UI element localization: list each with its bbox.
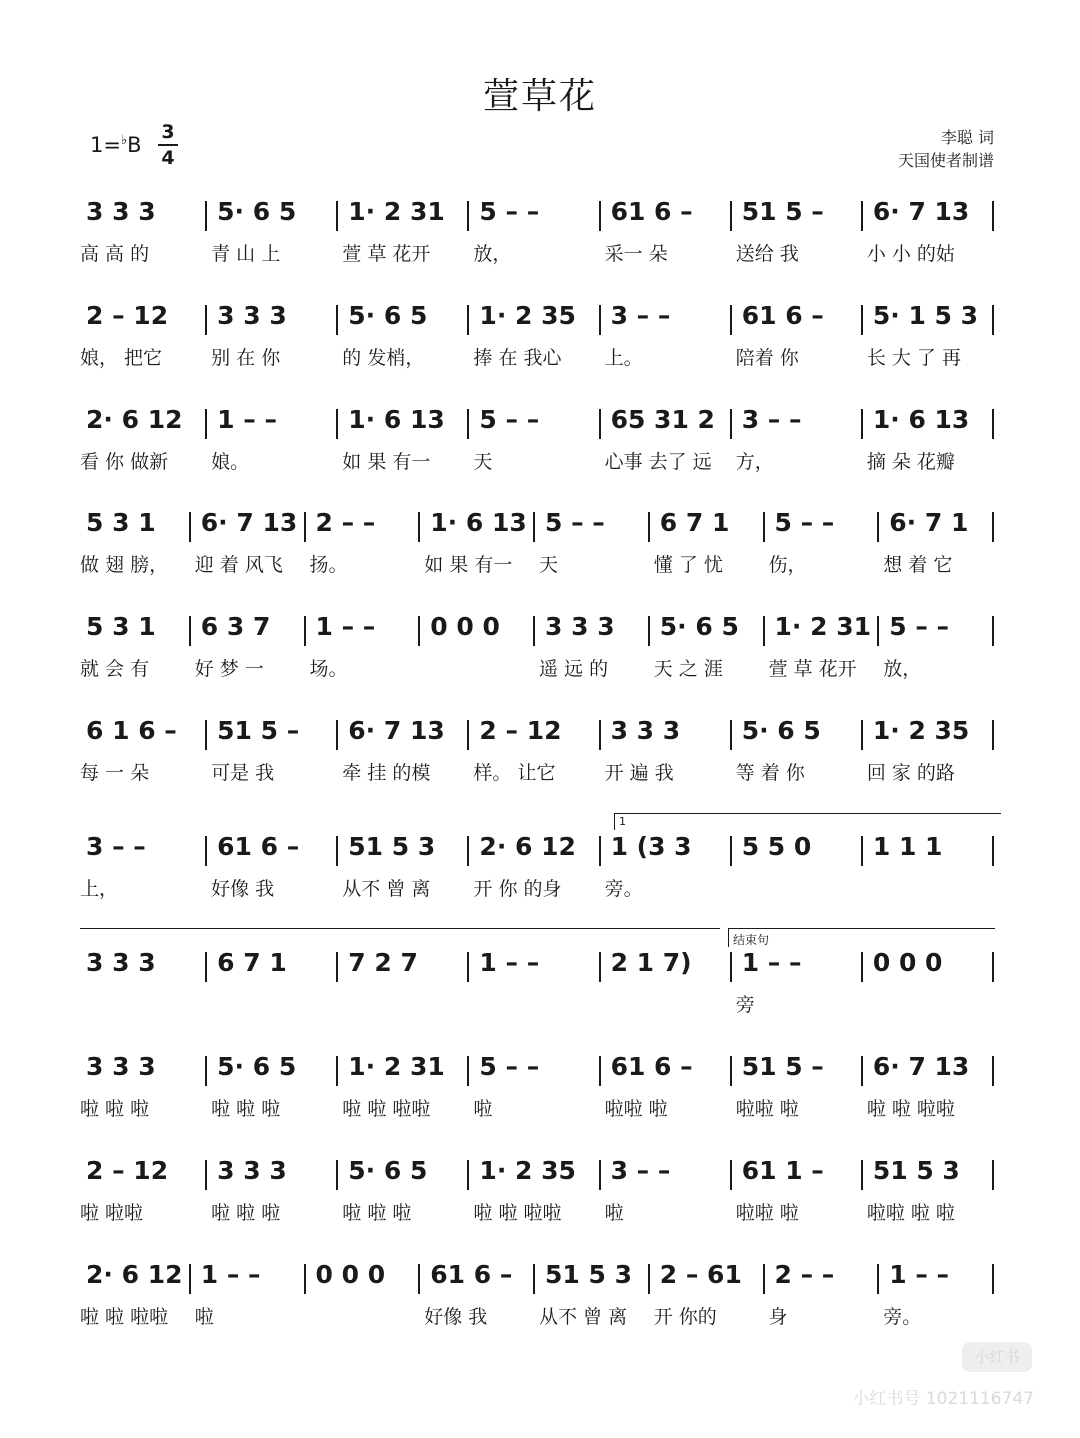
barline bbox=[418, 512, 420, 542]
measure-lyrics: 啦啦 啦 bbox=[604, 1098, 668, 1120]
measure-notes: 2 1 7) bbox=[610, 948, 692, 977]
measure-notes: 1 – – bbox=[200, 1260, 261, 1289]
measure-lyrics: 高 高 的 bbox=[80, 243, 150, 265]
barline bbox=[189, 616, 191, 646]
measure-notes: 6 7 1 bbox=[659, 508, 730, 537]
measure-notes: 1· 2 35 bbox=[479, 301, 576, 330]
volta-number: 1 bbox=[619, 815, 626, 828]
barline bbox=[205, 720, 207, 750]
measure-lyrics: 啦啦 啦 bbox=[735, 1098, 799, 1120]
measure-lyrics: 摘 朵 花瓣 bbox=[866, 451, 955, 473]
measure-notes: 1 – – bbox=[479, 948, 540, 977]
measure-notes: 5 – – bbox=[479, 197, 540, 226]
measure-notes: 5 – – bbox=[479, 405, 540, 434]
barline bbox=[599, 1160, 601, 1190]
barline bbox=[304, 616, 306, 646]
barline bbox=[861, 305, 863, 335]
barline bbox=[861, 1160, 863, 1190]
measure-notes: 0 0 0 bbox=[430, 612, 500, 641]
measure-notes: 3 3 3 bbox=[86, 1052, 156, 1081]
measure-notes: 6· 7 13 bbox=[872, 197, 970, 226]
measure-lyrics: 啦啦 啦 bbox=[735, 1202, 799, 1224]
measure-notes: 2 – 12 bbox=[479, 716, 562, 745]
barline bbox=[992, 1264, 994, 1294]
first-ending-bracket bbox=[614, 813, 1001, 830]
barline bbox=[599, 1056, 601, 1086]
measure-notes: 51 5 – bbox=[741, 1052, 824, 1081]
repeat-bracket-line bbox=[80, 928, 720, 929]
barline bbox=[467, 1160, 469, 1190]
measure-notes: 51 5 3 bbox=[348, 832, 436, 861]
measure-notes: 61 6 – bbox=[430, 1260, 513, 1289]
measure-lyrics: 每 一 朵 bbox=[80, 762, 150, 784]
measure-notes: 61 6 – bbox=[741, 301, 824, 330]
measure-notes: 2· 6 12 bbox=[479, 832, 576, 861]
notation-line bbox=[82, 405, 1000, 449]
measure-notes: 1 1 1 bbox=[872, 832, 943, 861]
measure-notes: 51 5 – bbox=[217, 716, 300, 745]
measure-lyrics: 开 遍 我 bbox=[604, 762, 674, 784]
notation-line bbox=[82, 197, 1000, 241]
notation-line bbox=[82, 1260, 1000, 1304]
notation-line bbox=[82, 1052, 1000, 1096]
barline bbox=[189, 512, 191, 542]
lyric-line bbox=[80, 758, 998, 784]
time-signature bbox=[158, 121, 178, 169]
measure-lyrics: 开 你 的身 bbox=[473, 878, 562, 900]
barline bbox=[730, 305, 732, 335]
measure-notes: 2 – 61 bbox=[659, 1260, 742, 1289]
measure-notes: 1 – – bbox=[315, 612, 376, 641]
measure-lyrics: 样。 让它 bbox=[473, 762, 556, 784]
measure-notes: 1· 2 31 bbox=[774, 612, 871, 641]
measure-notes: 65 31 2 bbox=[610, 405, 715, 434]
measure-lyrics: 啦 啦 啦 bbox=[211, 1098, 281, 1120]
measure-notes: 5· 6 5 bbox=[348, 1156, 428, 1185]
barline bbox=[992, 512, 994, 542]
measure-lyrics: 从不 曾 离 bbox=[342, 878, 431, 900]
measure-lyrics: 陪着 你 bbox=[735, 347, 799, 369]
measure-lyrics: 娘。 bbox=[211, 451, 250, 473]
measure-lyrics: 啦 啦 啦 bbox=[211, 1202, 281, 1224]
barline bbox=[992, 952, 994, 982]
measure-lyrics: 啦 啦 啦 bbox=[342, 1202, 412, 1224]
measure-lyrics: 啦 啦啦 bbox=[80, 1202, 144, 1224]
measure-lyrics: 如 果 有一 bbox=[342, 451, 431, 473]
measure-notes: 5 – – bbox=[774, 508, 835, 537]
measure-notes: 1· 2 31 bbox=[348, 197, 445, 226]
barline bbox=[336, 720, 338, 750]
measure-lyrics: 看 你 做新 bbox=[80, 451, 169, 473]
measure-notes: 5 – – bbox=[545, 508, 605, 537]
barline bbox=[533, 616, 535, 646]
barline bbox=[763, 616, 765, 646]
measure-notes: 1· 6 13 bbox=[348, 405, 445, 434]
measure-lyrics: 啦啦 啦 啦 bbox=[866, 1202, 955, 1224]
meter-top: 3 bbox=[161, 121, 175, 143]
barline bbox=[730, 836, 732, 866]
barline bbox=[861, 836, 863, 866]
measure-notes: 61 6 – bbox=[217, 832, 300, 861]
measure-lyrics: 伤， bbox=[768, 554, 807, 576]
ending-bracket bbox=[728, 928, 995, 947]
measure-notes: 5· 6 5 bbox=[659, 612, 739, 641]
measure-notes: 5· 6 5 bbox=[741, 716, 821, 745]
measure-lyrics: 身 bbox=[768, 1306, 788, 1328]
barline bbox=[533, 512, 535, 542]
barline bbox=[992, 201, 994, 231]
measure-lyrics: 旁 bbox=[735, 994, 755, 1016]
barline bbox=[730, 720, 732, 750]
measure-lyrics: 青 山 上 bbox=[211, 243, 281, 265]
barline bbox=[418, 616, 420, 646]
lyric-line bbox=[80, 1198, 998, 1224]
measure-notes: 51 5 3 bbox=[872, 1156, 960, 1185]
key-signature bbox=[90, 133, 142, 157]
barline bbox=[467, 201, 469, 231]
song-title: 萱草花 bbox=[482, 76, 597, 117]
measure-notes: 3 3 3 bbox=[545, 612, 615, 641]
measure-lyrics: 上。 bbox=[604, 347, 643, 369]
measure-notes: 3 3 3 bbox=[217, 1156, 287, 1185]
measure-lyrics: 啦 啦 啦啦 bbox=[473, 1202, 562, 1224]
measure-notes: 5· 6 5 bbox=[217, 1052, 297, 1081]
lyric-line bbox=[80, 874, 998, 900]
measure-notes: 1· 2 31 bbox=[348, 1052, 445, 1081]
barline bbox=[533, 1264, 535, 1294]
measure-notes: 6 7 1 bbox=[217, 948, 287, 977]
notation-line bbox=[82, 508, 1000, 552]
measure-lyrics: 放， bbox=[883, 658, 922, 680]
measure-notes: 6 1 6 – bbox=[86, 716, 177, 745]
measure-notes: 2 – – bbox=[774, 1260, 835, 1289]
measure-notes: 7 2 7 bbox=[348, 948, 418, 977]
watermark-logo: 小红书 bbox=[962, 1342, 1032, 1372]
barline bbox=[205, 201, 207, 231]
measure-notes: 3 3 3 bbox=[217, 301, 287, 330]
barline bbox=[730, 1160, 732, 1190]
barline bbox=[992, 1160, 994, 1190]
measure-notes: 61 6 – bbox=[610, 197, 693, 226]
measure-notes: 6· 7 1 bbox=[889, 508, 969, 537]
measure-lyrics: 好 梦 一 bbox=[194, 658, 264, 680]
notation-line bbox=[82, 1156, 1000, 1200]
barline bbox=[205, 952, 207, 982]
measure-lyrics: 娘， 把它 bbox=[80, 347, 163, 369]
measure-lyrics: 开 你的 bbox=[653, 1306, 717, 1328]
measure-lyrics: 想 着 它 bbox=[883, 554, 953, 576]
barline bbox=[467, 836, 469, 866]
measure-lyrics: 上， bbox=[80, 878, 119, 900]
barline bbox=[205, 305, 207, 335]
notation-line bbox=[82, 716, 1000, 760]
barline bbox=[336, 836, 338, 866]
barline bbox=[189, 1264, 191, 1294]
measure-lyrics: 的 发梢， bbox=[342, 347, 425, 369]
barline bbox=[648, 1264, 650, 1294]
measure-lyrics: 送给 我 bbox=[735, 243, 799, 265]
measure-notes: 2· 6 12 bbox=[86, 405, 183, 434]
measure-notes: 51 5 – bbox=[741, 197, 824, 226]
lyric-line bbox=[80, 343, 998, 369]
measure-lyrics: 旁。 bbox=[604, 878, 643, 900]
notation-line bbox=[82, 301, 1000, 345]
measure-lyrics: 啦 啦 啦啦 bbox=[80, 1306, 169, 1328]
lyric-line bbox=[80, 1094, 998, 1120]
measure-lyrics: 啦 bbox=[604, 1202, 624, 1224]
barline bbox=[730, 201, 732, 231]
barline bbox=[992, 305, 994, 335]
measure-notes: 1· 6 13 bbox=[430, 508, 527, 537]
measure-lyrics: 捧 在 我心 bbox=[473, 347, 562, 369]
lyric-line bbox=[80, 447, 998, 473]
arranger-credit: 天国使者制谱 bbox=[897, 151, 994, 170]
barline bbox=[877, 616, 879, 646]
notation-line bbox=[82, 948, 1000, 992]
measure-notes: 0 0 0 bbox=[315, 1260, 386, 1289]
notation-line bbox=[82, 612, 1000, 656]
barline bbox=[304, 1264, 306, 1294]
measure-lyrics: 等 着 你 bbox=[735, 762, 805, 784]
lyric-line bbox=[80, 1302, 998, 1328]
lyric-line bbox=[80, 550, 998, 576]
measure-notes: 3 3 3 bbox=[610, 716, 681, 745]
notation-line bbox=[82, 832, 1000, 876]
measure-lyrics: 采一 朵 bbox=[604, 243, 668, 265]
measure-notes: 61 6 – bbox=[610, 1052, 693, 1081]
measure-notes: 1 (3 3 bbox=[610, 832, 692, 861]
barline bbox=[730, 952, 732, 982]
barline bbox=[877, 1264, 879, 1294]
barline bbox=[992, 836, 994, 866]
barline bbox=[599, 720, 601, 750]
ending-label: 结束句 bbox=[733, 933, 770, 947]
measure-notes: 3 – – bbox=[610, 1156, 671, 1185]
barline bbox=[599, 836, 601, 866]
key-prefix: 1= bbox=[90, 133, 121, 157]
barline bbox=[992, 1056, 994, 1086]
measure-lyrics: 扬。 bbox=[309, 554, 348, 576]
barline bbox=[861, 201, 863, 231]
barline bbox=[861, 409, 863, 439]
barline bbox=[467, 409, 469, 439]
barline bbox=[992, 616, 994, 646]
measure-lyrics: 别 在 你 bbox=[211, 347, 281, 369]
measure-lyrics: 懂 了 忧 bbox=[653, 554, 723, 576]
measure-notes: 1· 6 13 bbox=[872, 405, 970, 434]
measure-notes: 2 – 12 bbox=[86, 1156, 169, 1185]
barline bbox=[336, 409, 338, 439]
measure-lyrics: 从不 曾 离 bbox=[539, 1306, 628, 1328]
measure-notes: 2 – – bbox=[315, 508, 376, 537]
barline bbox=[205, 409, 207, 439]
barline bbox=[599, 952, 601, 982]
measure-lyrics: 回 家 的路 bbox=[866, 762, 955, 784]
measure-lyrics: 心事 去了 远 bbox=[604, 451, 712, 473]
barline bbox=[992, 409, 994, 439]
barline bbox=[205, 1160, 207, 1190]
barline bbox=[861, 1056, 863, 1086]
measure-lyrics: 天 bbox=[539, 554, 559, 576]
measure-lyrics: 如 果 有一 bbox=[424, 554, 513, 576]
measure-notes: 1 – – bbox=[889, 1260, 950, 1289]
measure-notes: 5 – – bbox=[479, 1052, 540, 1081]
measure-lyrics: 萱 草 花开 bbox=[342, 243, 431, 265]
measure-notes: 1 – – bbox=[741, 948, 802, 977]
barline bbox=[877, 512, 879, 542]
credits bbox=[898, 126, 994, 172]
barline bbox=[599, 409, 601, 439]
barline bbox=[599, 305, 601, 335]
measure-lyrics: 好像 我 bbox=[211, 878, 275, 900]
measure-lyrics: 啦 bbox=[194, 1306, 214, 1328]
lyric-line bbox=[80, 990, 998, 1016]
measure-notes: 5 3 1 bbox=[86, 508, 156, 537]
measure-notes: 5 – – bbox=[889, 612, 950, 641]
measure-notes: 6· 7 13 bbox=[200, 508, 298, 537]
measure-notes: 3 3 3 bbox=[86, 197, 156, 226]
measure-notes: 6· 7 13 bbox=[348, 716, 445, 745]
measure-notes: 61 1 – bbox=[741, 1156, 824, 1185]
measure-notes: 5 5 0 bbox=[741, 832, 812, 861]
barline bbox=[763, 512, 765, 542]
measure-lyrics: 可是 我 bbox=[211, 762, 275, 784]
measure-notes: 3 3 3 bbox=[86, 948, 156, 977]
measure-lyrics: 天 之 涯 bbox=[653, 658, 723, 680]
barline bbox=[648, 512, 650, 542]
measure-notes: 1· 2 35 bbox=[479, 1156, 576, 1185]
measure-lyrics: 啦 啦 啦啦 bbox=[342, 1098, 431, 1120]
measure-notes: 51 5 3 bbox=[545, 1260, 632, 1289]
measure-lyrics: 遥 远 的 bbox=[539, 658, 609, 680]
barline bbox=[336, 1056, 338, 1086]
measure-lyrics: 旁。 bbox=[883, 1306, 922, 1328]
barline bbox=[336, 201, 338, 231]
barline bbox=[467, 720, 469, 750]
measure-lyrics: 长 大 了 再 bbox=[866, 347, 961, 369]
measure-lyrics: 牵 挂 的模 bbox=[342, 762, 431, 784]
barline bbox=[467, 1056, 469, 1086]
barline bbox=[205, 1056, 207, 1086]
watermark-id: 小红书号 1021116747 bbox=[852, 1389, 1034, 1409]
lyric-line bbox=[80, 239, 998, 265]
measure-lyrics: 场。 bbox=[309, 658, 348, 680]
barline bbox=[648, 616, 650, 646]
measure-lyrics: 啦 bbox=[473, 1098, 493, 1120]
measure-notes: 6 3 7 bbox=[200, 612, 271, 641]
measure-notes: 6· 7 13 bbox=[872, 1052, 970, 1081]
barline bbox=[467, 305, 469, 335]
measure-notes: 5· 6 5 bbox=[348, 301, 428, 330]
measure-notes: 5· 6 5 bbox=[217, 197, 297, 226]
barline bbox=[730, 1056, 732, 1086]
barline bbox=[418, 1264, 420, 1294]
measure-lyrics: 放， bbox=[473, 243, 512, 265]
measure-notes: 3 – – bbox=[741, 405, 802, 434]
measure-notes: 5 3 1 bbox=[86, 612, 156, 641]
measure-lyrics: 啦 啦 啦 bbox=[80, 1098, 150, 1120]
barline bbox=[599, 201, 601, 231]
measure-notes: 2 – 12 bbox=[86, 301, 169, 330]
measure-lyrics: 啦 啦 啦啦 bbox=[866, 1098, 955, 1120]
flat-sign: ♭ bbox=[120, 133, 128, 148]
measure-notes: 3 – – bbox=[86, 832, 146, 861]
measure-lyrics: 小 小 的姑 bbox=[866, 243, 955, 265]
barline bbox=[336, 1160, 338, 1190]
measure-lyrics: 做 翅 膀， bbox=[80, 554, 169, 576]
measure-notes: 0 0 0 bbox=[872, 948, 943, 977]
measure-lyrics: 就 会 有 bbox=[80, 658, 150, 680]
barline bbox=[730, 409, 732, 439]
barline bbox=[304, 512, 306, 542]
measure-notes: 3 – – bbox=[610, 301, 671, 330]
measure-notes: 1 – – bbox=[217, 405, 277, 434]
barline bbox=[763, 1264, 765, 1294]
measure-notes: 5· 1 5 3 bbox=[872, 301, 979, 330]
measure-lyrics: 好像 我 bbox=[424, 1306, 488, 1328]
measure-lyrics: 萱 草 花开 bbox=[768, 658, 857, 680]
barline bbox=[861, 952, 863, 982]
barline bbox=[336, 305, 338, 335]
barline bbox=[861, 720, 863, 750]
measure-lyrics: 方， bbox=[735, 451, 774, 473]
key-note: B bbox=[127, 133, 142, 157]
barline bbox=[992, 720, 994, 750]
lyric-line bbox=[80, 654, 998, 680]
measure-notes: 2· 6 12 bbox=[86, 1260, 183, 1289]
measure-lyrics: 天 bbox=[473, 451, 493, 473]
meter-bottom: 4 bbox=[161, 147, 175, 169]
barline bbox=[467, 952, 469, 982]
barline bbox=[336, 952, 338, 982]
measure-notes: 1· 2 35 bbox=[872, 716, 970, 745]
measure-lyrics: 迎 着 风飞 bbox=[194, 554, 283, 576]
lyricist-credit: 李聪 词 bbox=[940, 128, 994, 147]
barline bbox=[205, 836, 207, 866]
